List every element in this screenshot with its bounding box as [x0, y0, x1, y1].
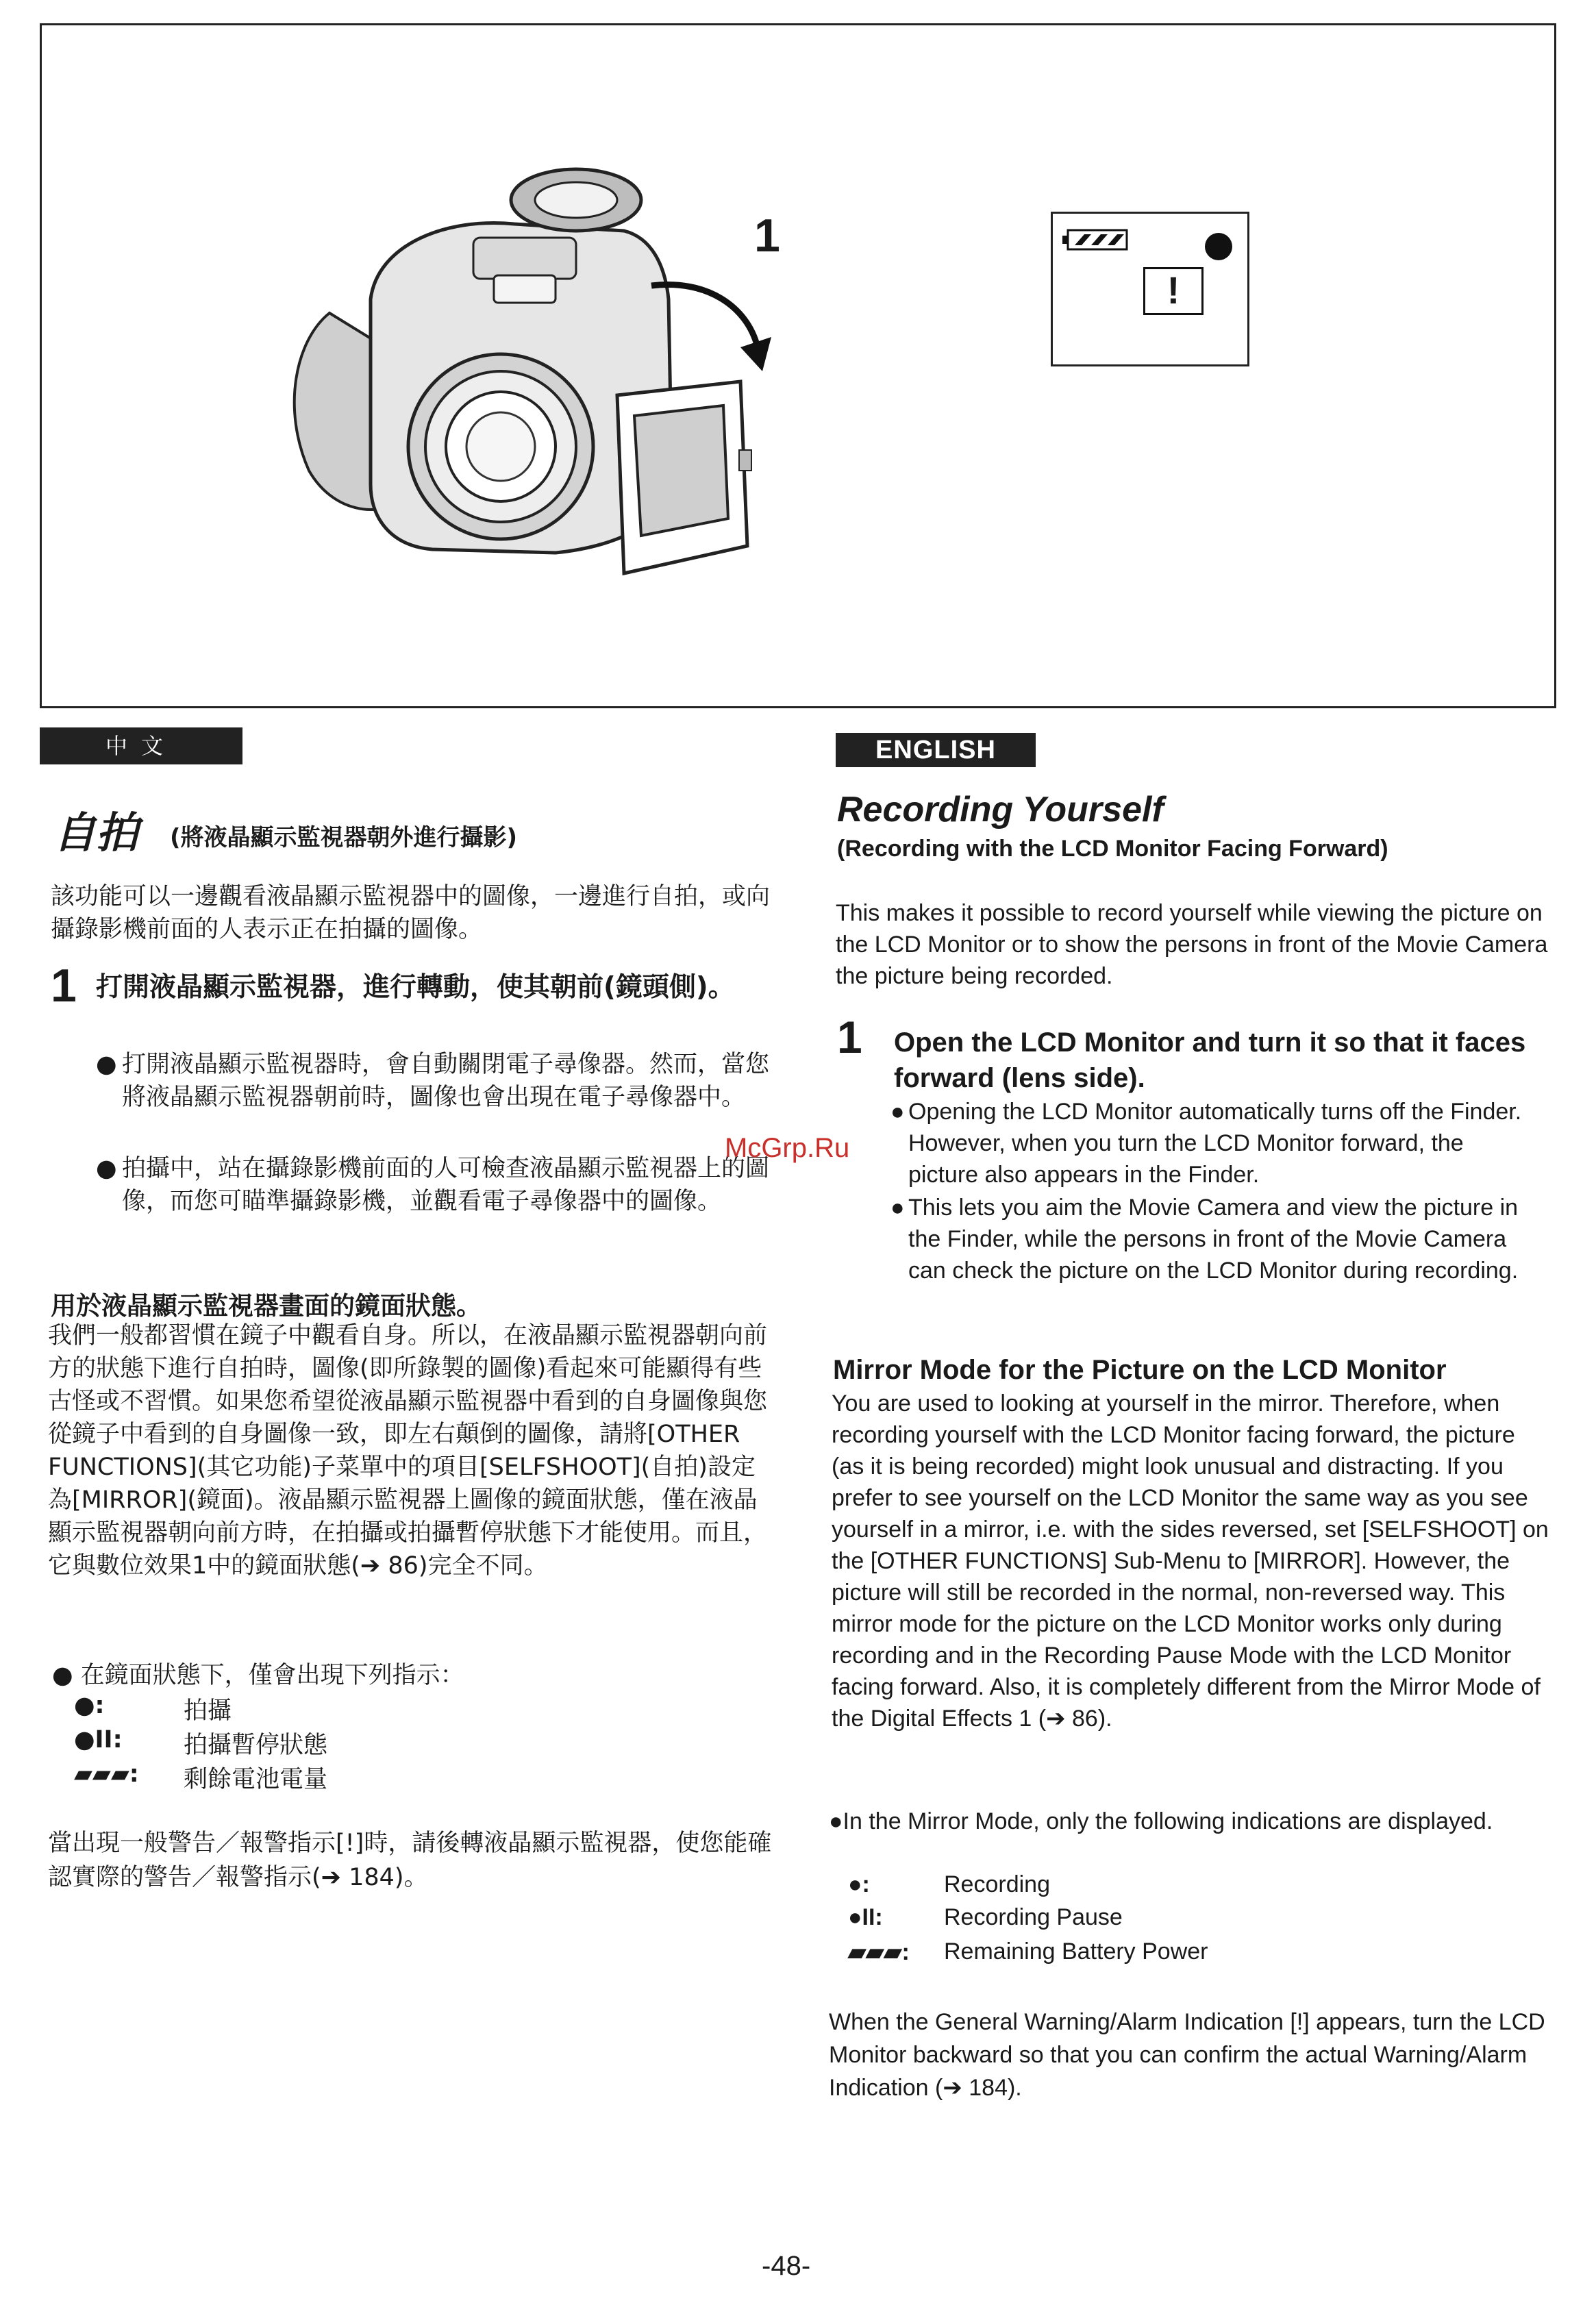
bullet-icon: ● — [96, 1051, 117, 1078]
battery-icon: ▰▰▰: — [74, 1760, 139, 1788]
en-mirror-heading: Mirror Mode for the Picture on the LCD Monitor — [833, 1355, 1447, 1385]
chinese-section-label: 中文 — [40, 727, 242, 764]
bullet-icon: ● — [96, 1155, 117, 1182]
zh-subtitle: (將液晶顯示監視器朝外進行攝影) — [170, 824, 518, 851]
en-warning-note: When the General Warning/Alarm Indication [!] appears, turn the LCD Monitor backward so that you can confirm the actual Warning/Alarm Indication (➔ 184). — [829, 2009, 1545, 2101]
zh-bullet — [96, 1048, 780, 1114]
en-intro: This makes it possible to record yourself while viewing the picture on the LCD Monitor or to show the persons in front of the Movie Camera the picture being recorded. — [836, 900, 1548, 989]
en-title: Recording Yourself — [837, 790, 1164, 830]
recording-pause-icon: ●II: — [848, 1904, 883, 1930]
zh-bullet-text: 拍攝中，站在攝錄影機前面的人可檢查液晶顯示監視器上的圖像，而您可瞄準攝錄影機，並觀看電子尋像器中的圖像。 — [122, 1155, 770, 1215]
en-mirror-body: You are used to looking at yourself in the mirror. Therefore, when recording yourself with the LCD Monitor facing forward, the picture (as it is being recorded) might look unusual and distracting. If you prefer to see yourself on the LCD Monitor the same way as you see yourself in a mirror, i.e. with the sides reversed, set [SELFSHOOT] on the [OTHER FUNCTIONS] Sub-Menu to [MIRROR]. However, the picture will still be recorded in the normal, non-reversed way. This mirror mode for the picture on the LCD Monitor works only during recording and in the Recording Pause Mode with the LCD Monitor facing forward. Also, it is completely different from the Mirror Mode of the Digital Effects 1 (➔ 86). — [832, 1391, 1549, 1732]
illustration-frame — [40, 23, 1556, 708]
recording-icon: ●: — [74, 1692, 105, 1719]
en-bullet — [890, 1192, 1538, 1286]
zh-step-text: 打開液晶顯示監視器，進行轉動，使其朝前(鏡頭側)。 — [96, 972, 735, 1003]
lcd-display-diagram — [1051, 212, 1249, 366]
camcorder-illustration — [268, 162, 884, 628]
zh-intro: 該功能可以一邊觀看液晶顯示監視器中的圖像，一邊進行自拍，或向攝錄影機前面的人表示正在拍攝的圖像。 — [51, 883, 771, 943]
en-subtitle: (Recording with the LCD Monitor Facing Forward) — [837, 836, 1388, 862]
recording-pause-icon: ●II: — [74, 1726, 123, 1754]
zh-bullet-text: 打開液晶顯示監視器時，會自動關閉電子尋像器。然而，當您將液晶顯示監視器朝前時，圖像也會出現在電子尋像器中。 — [122, 1051, 770, 1111]
zh-title: 自拍 — [53, 808, 139, 858]
bullet-icon: ● — [890, 1195, 905, 1221]
en-indication-intro: ●In the Mirror Mode, only the following indications are displayed. — [829, 1808, 1493, 1834]
recording-icon: ●: — [848, 1871, 870, 1897]
en-bullet-text: Opening the LCD Monitor automatically turns off the Finder. However, when you turn the LCD Monitor forward, the picture also appears in the Finder. — [908, 1099, 1522, 1188]
battery-icon — [1062, 226, 1131, 253]
battery-icon: ▰▰▰: — [848, 1939, 910, 1965]
watermark: McGrp.Ru — [725, 1133, 850, 1163]
zh-mirror-body: 我們一般都習慣在鏡子中觀看自身。所以，在液晶顯示監視器朝向前方的狀態下進行自拍時，圖像(即所錄製的圖像)看起來可能顯得有些古怪或不習慣。如果您希望從液晶顯示監視器中看到的自身圖像與您從鏡子中看到的自身圖像一致，即左右顛倒的圖像，請將[OTHER FUNCTIONS](其它功能)子菜單中的項目[SELFSHOOT](自拍)設定為[MIRROR](鏡面)。液晶顯示監視器上圖像的鏡面狀態，僅在液晶顯示監視器朝向前方時，在拍攝或拍攝暫停狀態下才能使用。而且，它與數位效果1中的鏡面狀態(➔ 86)完全不同。 — [48, 1322, 768, 1580]
warning-icon: ! — [1143, 267, 1204, 315]
page-number: -48- — [762, 2251, 811, 2281]
en-step-number: 1 — [837, 1012, 862, 1062]
recording-dot-icon — [1205, 233, 1232, 260]
en-bullet-text: This lets you aim the Movie Camera and view the picture in the Finder, while the persons in front of the Movie Camera can check the picture on the LCD Monitor during recording. — [908, 1195, 1519, 1284]
figure-step-number: 1 — [754, 210, 780, 262]
en-bullet — [890, 1096, 1538, 1190]
en-step-text: Open the LCD Monitor and turn it so that it faces forward (lens side). — [894, 1027, 1526, 1093]
bullet-icon: ● — [890, 1099, 905, 1125]
zh-bullet — [96, 1152, 780, 1218]
english-section-label: ENGLISH — [836, 733, 1036, 767]
zh-indication-intro: ● 在鏡面狀態下，僅會出現下列指示： — [52, 1662, 464, 1689]
zh-step-number: 1 — [51, 960, 77, 1012]
zh-mirror-heading: 用於液晶顯示監視器畫面的鏡面狀態。 — [51, 1291, 482, 1321]
zh-warning-note: 當出現一般警告／報警指示[!]時，請後轉液晶顯示監視器，使您能確認實際的警告／報警指示(➔ 184)。 — [48, 1830, 772, 1891]
